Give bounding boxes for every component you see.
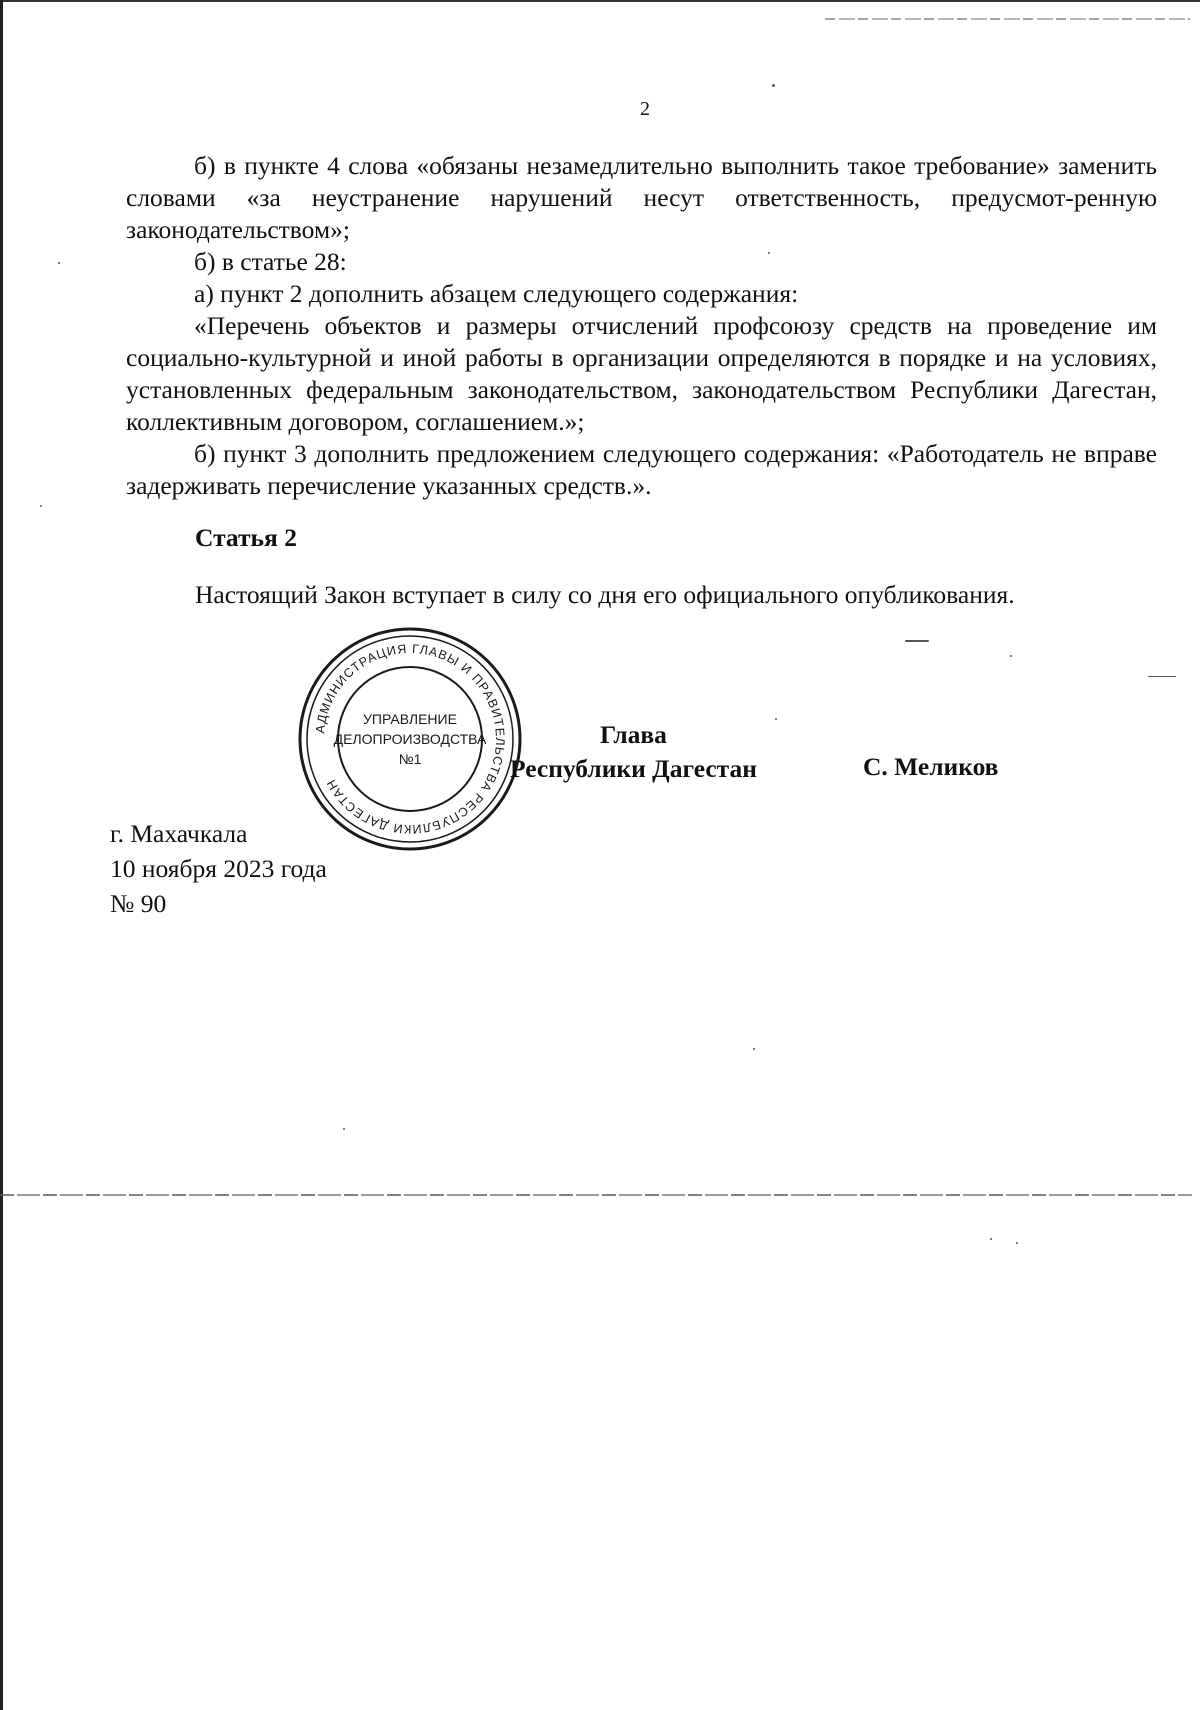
- paragraph-4: «Перечень объектов и размеры отчислений профсоюзу средств на проведение им социально-культурной и иной работы в организации определяются в порядке и на условиях, установленных федеральным законодательством, законодательством Республики Дагестан, коллективным договором, соглашением.»;: [126, 311, 1157, 436]
- stamp-line-2: ДЕЛОПРОИЗВОДСТВА: [333, 731, 487, 747]
- place-date-block: [110, 816, 327, 921]
- amendment-text: [126, 150, 1157, 502]
- scan-artifact-line: [825, 18, 1190, 20]
- stamp-line-1: УПРАВЛЕНИЕ: [363, 711, 457, 727]
- paragraph-5: б) пункт 3 дополнить предложением следующего содержания: «Работодатель не вправе задерживать перечисление указанных средств.».: [126, 439, 1157, 500]
- scan-speck: [775, 718, 777, 720]
- scan-speck: [990, 1238, 992, 1240]
- signatory-title-line-2: Республики Дагестан: [510, 754, 757, 783]
- article-heading: Статья 2: [195, 523, 297, 552]
- paragraph-3: а) пункт 2 дополнить абзацем следующего содержания:: [194, 279, 799, 308]
- scan-speck: [58, 262, 60, 264]
- place: г. Махачкала: [110, 819, 248, 848]
- scan-speck: [1148, 676, 1176, 677]
- scan-edge-top: [0, 0, 1200, 2]
- scan-speck: [343, 1128, 345, 1130]
- scan-speck: [1016, 1242, 1018, 1244]
- stamp-outer-textpath: АДМИНИСТРАЦИЯ ГЛАВЫ И ПРАВИТЕЛЬСТВА РЕСПУБЛИКИ ДАГЕСТАН: [313, 641, 508, 837]
- scan-speck: [772, 84, 775, 87]
- scan-speck: [1010, 655, 1012, 657]
- scan-speck: [905, 640, 929, 642]
- scan-speck: [753, 1048, 755, 1050]
- page-number: 2: [640, 98, 650, 120]
- paragraph-1: б) в пункте 4 слова «обязаны незамедлительно выполнить такое требование» заменить словами «за неустранение нарушений несут ответственность, предусмот-ренную законодательством»;: [126, 151, 1157, 244]
- stamp-line-3: №1: [398, 751, 422, 767]
- signatory-title: [510, 718, 757, 786]
- signatory-title-line-1: Глава: [600, 720, 667, 749]
- signatory-name: С. Меликов: [863, 752, 999, 781]
- date: 10 ноября 2023 года: [110, 854, 327, 883]
- official-stamp: [295, 624, 525, 854]
- scan-speck: [40, 505, 42, 507]
- paragraph-2: б) в статье 28:: [194, 247, 347, 276]
- final-paragraph: Настоящий Закон вступает в силу со дня его официального опубликования.: [195, 580, 1015, 609]
- law-number: № 90: [110, 889, 167, 918]
- scan-fold-line: [0, 1194, 1192, 1196]
- scan-edge-left: [0, 0, 3, 1710]
- scan-speck: [768, 252, 770, 254]
